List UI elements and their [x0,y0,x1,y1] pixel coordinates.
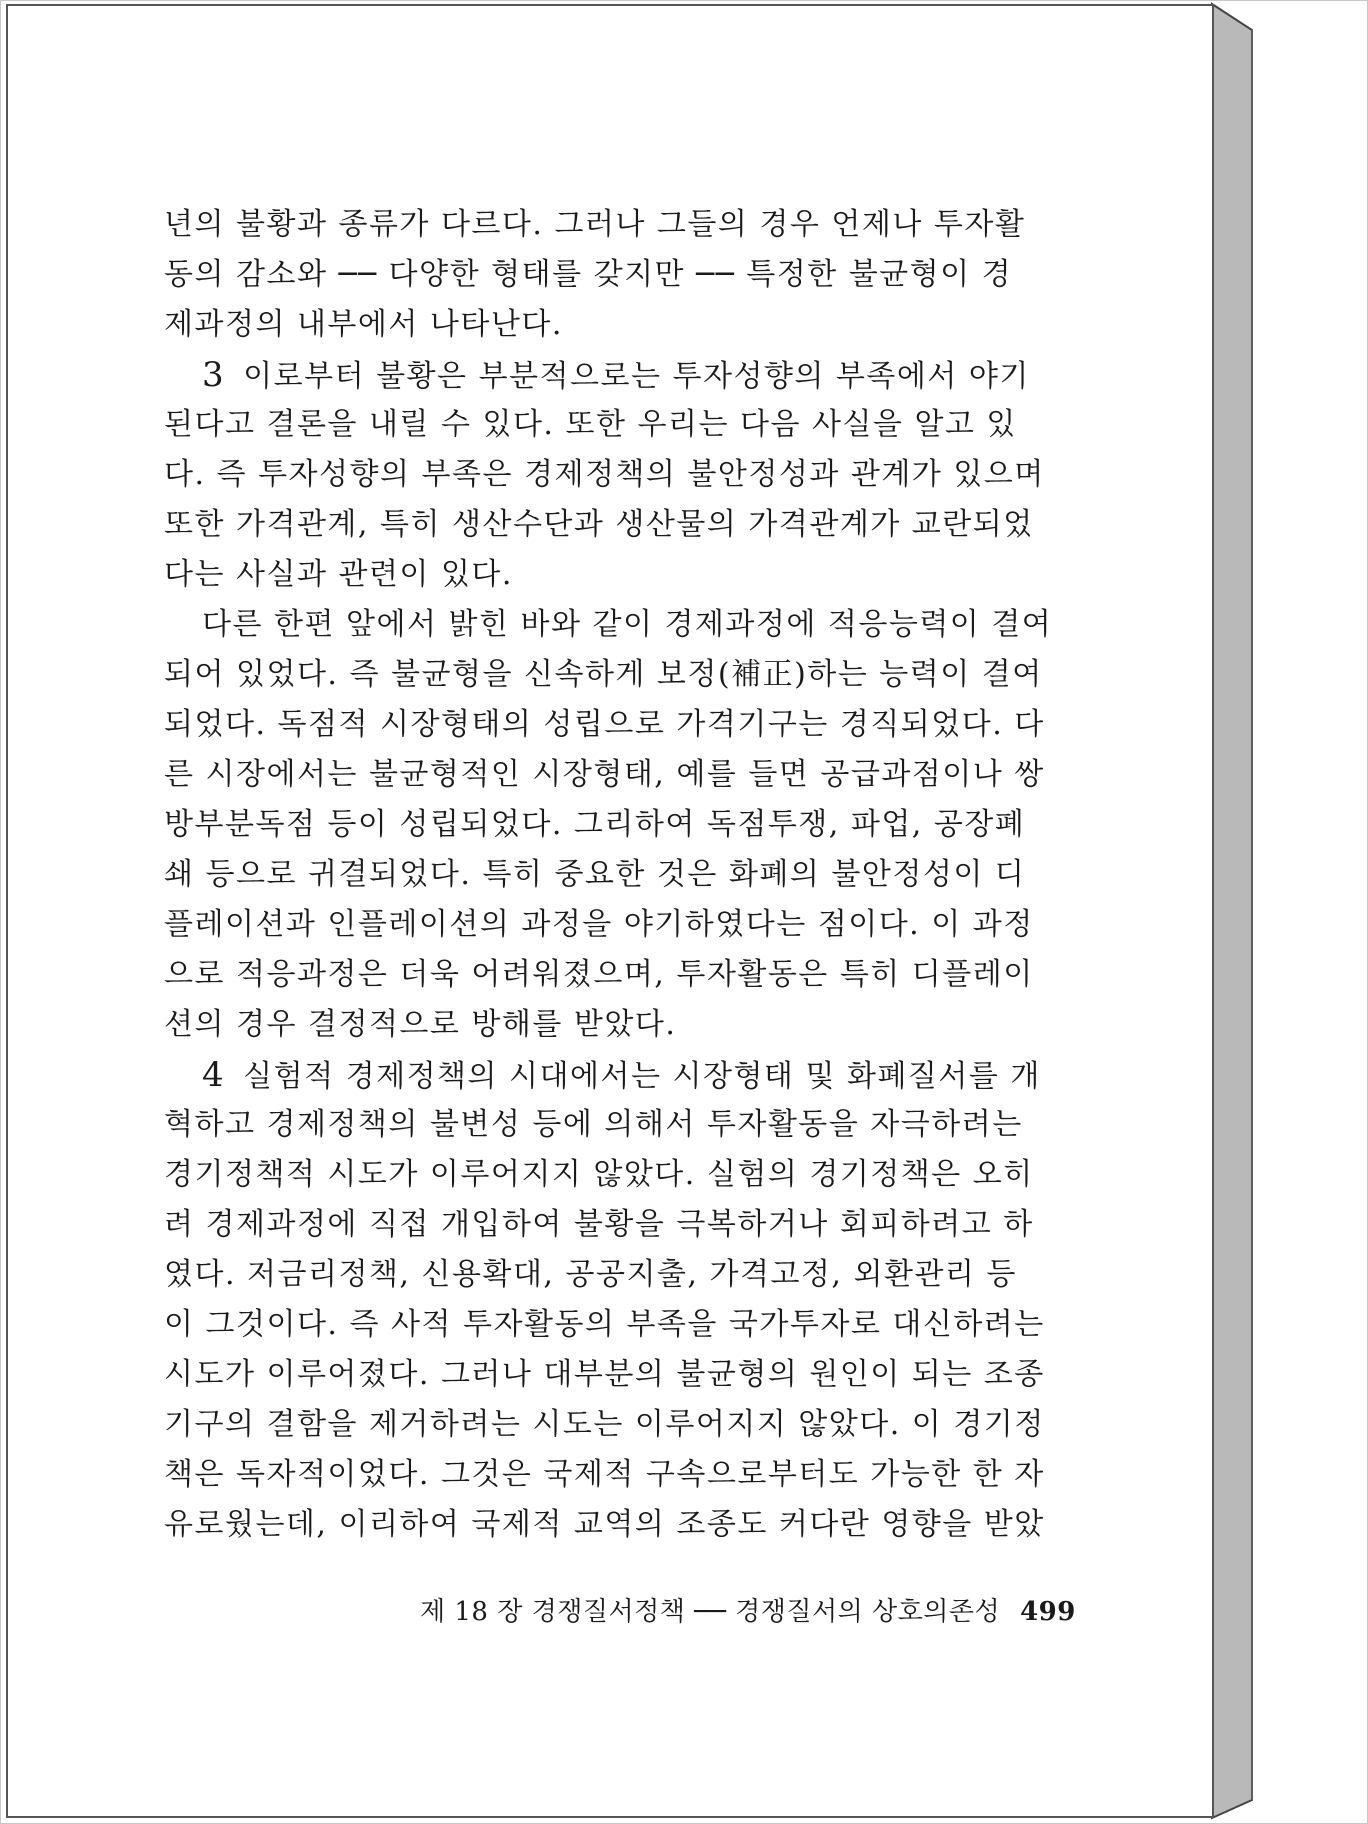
line-text: 으로 적응과정은 더욱 어려워졌으며, 투자활동은 특히 디플레이 [164,957,1034,992]
text-line [164,1500,1070,1550]
text-line [164,300,1070,350]
text-line [164,1400,1070,1450]
text-line [164,700,1070,750]
line-text: 다는 사실과 관련이 있다. [164,557,513,592]
line-text: 실험적 경제정책의 시대에서는 시장형태 및 화폐질서를 개 [243,1059,1041,1094]
text-line [164,600,1070,650]
text-line [164,750,1070,800]
chapter-title: 제 18 장 경쟁질서정책 ── 경쟁질서의 상호의존성 [420,1597,1001,1627]
text-line [164,400,1070,450]
line-text: 되었다. 독점적 시장형태의 성립으로 가격기구는 경직되었다. 다 [164,707,1045,742]
line-text: 플레이션과 인플레이션의 과정을 야기하였다는 점이다. 이 과정 [164,907,1034,942]
text-line [164,950,1070,1000]
text-line [164,450,1070,500]
section-number: 4 [202,1055,226,1095]
line-text: 유로웠는데, 이리하여 국제적 교역의 조종도 커다란 영향을 받았 [164,1507,1045,1542]
line-text: 션의 경우 결정적으로 방해를 받았다. [164,1007,677,1042]
text-line [164,1350,1070,1400]
text-line [164,650,1070,700]
text-line [164,1050,1070,1100]
line-text: 이 그것이다. 즉 사적 투자활동의 부족을 국가투자로 대신하려는 [164,1307,1045,1342]
line-text: 방부분독점 등이 성립되었다. 그리하여 독점투쟁, 파업, 공장폐 [164,807,1026,842]
line-text: 이로부터 불황은 부분적으로는 투자성향의 부족에서 야기 [243,359,1030,394]
line-text: 경기정책적 시도가 이루어지지 않았다. 실험의 경기정책은 오히 [164,1157,1034,1192]
line-text: 기구의 결함을 제거하려는 시도는 이루어지지 않았다. 이 경기정 [164,1407,1045,1442]
text-line [164,550,1070,600]
text-line [164,200,1070,250]
page-number: 499 [1020,1597,1076,1627]
line-text: 혁하고 경제정책의 불변성 등에 의해서 투자활동을 자극하려는 [164,1107,1023,1142]
text-line [164,1450,1070,1500]
line-text: 다. 즉 투자성향의 부족은 경제정책의 불안정성과 관계가 있으며 [164,457,1045,492]
line-text: 동의 감소와 ── 다양한 형태를 갖지만 ── 특정한 불균형이 경 [164,257,1013,292]
section-number: 3 [202,355,226,395]
running-footer [420,1592,1076,1632]
line-text: 또한 가격관계, 특히 생산수단과 생산물의 가격관계가 교란되었 [164,507,1034,542]
text-line [164,1300,1070,1350]
line-text: 되어 있었다. 즉 불균형을 신속하게 보정(補正)하는 능력이 결여 [164,657,1043,692]
line-text: 된다고 결론을 내릴 수 있다. 또한 우리는 다음 사실을 알고 있 [164,407,1017,442]
text-line [164,500,1070,550]
line-text: 려 경제과정에 직접 개입하여 불황을 극복하거나 회피하려고 하 [164,1207,1034,1242]
line-text: 다른 한편 앞에서 밝힌 바와 같이 경제과정에 적응능력이 결여 [202,607,1053,642]
text-line [164,250,1070,300]
line-text: 책은 독자적이었다. 그것은 국제적 구속으로부터도 가능한 한 자 [164,1457,1045,1492]
line-text: 제과정의 내부에서 나타난다. [164,307,563,342]
line-text: 였다. 저금리정책, 신용확대, 공공지출, 가격고정, 외환관리 등 [164,1257,1017,1292]
text-line [164,1100,1070,1150]
text-line [164,1250,1070,1300]
text-line [164,800,1070,850]
text-line [164,1200,1070,1250]
text-line [164,1000,1070,1050]
text-line [164,850,1070,900]
line-text: 시도가 이루어졌다. 그러나 대부분의 불균형의 원인이 되는 조종 [164,1357,1045,1392]
line-text: 른 시장에서는 불균형적인 시장형태, 예를 들면 공급과점이나 쌍 [164,757,1045,792]
text-line [164,1150,1070,1200]
text-line [164,900,1070,950]
text-line [164,350,1070,400]
body-text [164,200,1070,1550]
line-text: 년의 불황과 종류가 다르다. 그러나 그들의 경우 언제나 투자활 [164,207,1026,242]
line-text: 쇄 등으로 귀결되었다. 특히 중요한 것은 화폐의 불안정성이 디 [164,857,1026,892]
